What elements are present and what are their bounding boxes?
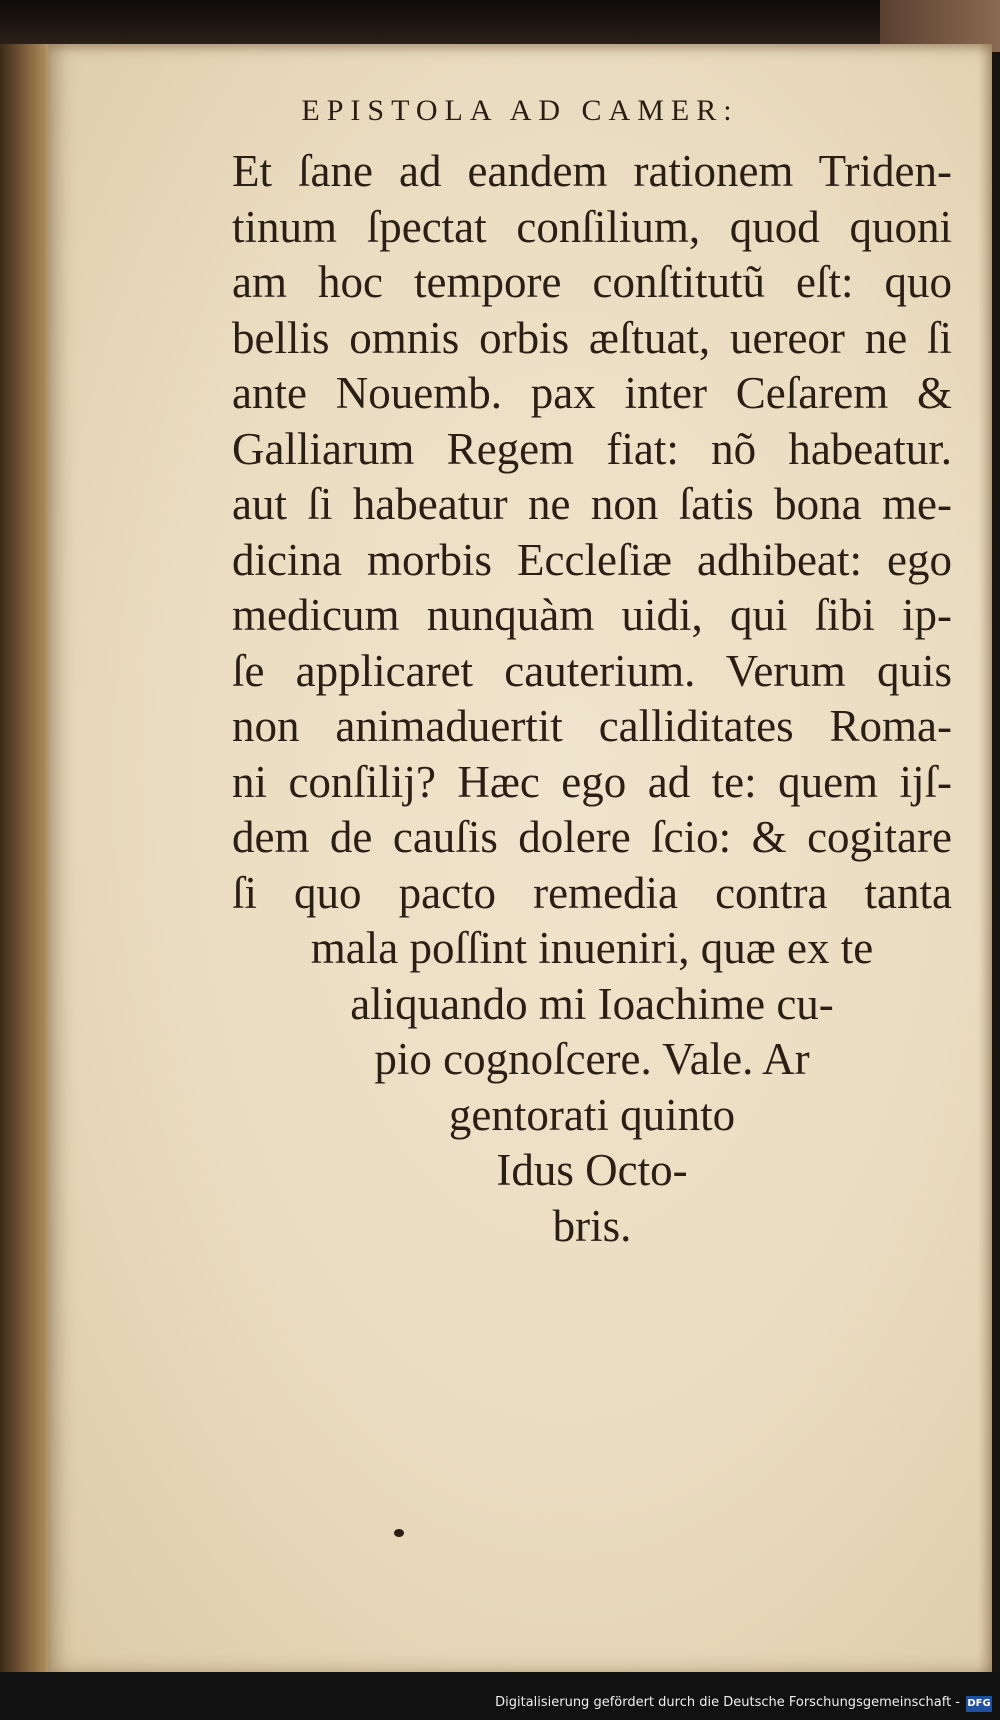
text-line: ni conſilij? Hæc ego ad te: quem ijſ- — [232, 756, 952, 807]
dfg-logo[interactable]: DFG — [966, 1696, 992, 1712]
funding-credit: Digitalisierung gefördert durch die Deutsche Forschungsgemeinschaft - — [495, 1695, 960, 1710]
text-line: non animaduertit calliditates Roma- — [232, 701, 952, 751]
text-line: ante Nouemb. pax inter Ceſarem & — [232, 368, 952, 418]
text-line: dicina morbis Eccleſiæ adhibeat: ego — [232, 534, 952, 585]
book-binding — [0, 44, 52, 1674]
text-line: tinum ſpectat conſilium, quod quoni — [232, 201, 952, 252]
text-line: Galliarum Regem fiat: nõ habeatur. — [232, 423, 952, 474]
footer-bar — [0, 1672, 1000, 1720]
text-line: gentorati quinto — [448, 1089, 736, 1140]
text-line: bris. — [552, 1200, 632, 1251]
text-line: mala poſſint inueniri, quæ ex te — [310, 923, 874, 973]
text-line: ſi quo pacto remedia contra tanta — [232, 867, 952, 918]
text-line: aut ſi habeatur ne non ſatis bona me- — [232, 479, 952, 529]
scan-top-edge — [0, 0, 1000, 44]
text-line: Idus Octo- — [496, 1145, 688, 1195]
text-line: ſe applicaret cauterium. Verum quis — [232, 645, 952, 696]
book-page — [48, 44, 992, 1672]
body-text — [232, 144, 952, 1254]
running-header: EPISTOLA AD CAMER: — [301, 94, 739, 127]
text-line: bellis omnis orbis æſtuat, uereor ne ſi — [232, 312, 952, 363]
ink-mark — [394, 1529, 404, 1537]
text-line: dem de cauſis dolere ſcio: & cogitare — [232, 812, 952, 862]
text-line: aliquando mi Ioachime cu- — [350, 978, 834, 1029]
text-line: am hoc tempore conſtitutũ eſt: quo — [232, 257, 952, 307]
text-line: pio cognoſcere. Vale. Ar — [374, 1034, 810, 1084]
text-line: medicum nunquàm uidi, qui ſibi ip- — [232, 590, 952, 640]
page-edge-shadow — [978, 44, 992, 1672]
text-line: Et ſane ad eandem rationem Triden- — [232, 146, 952, 196]
